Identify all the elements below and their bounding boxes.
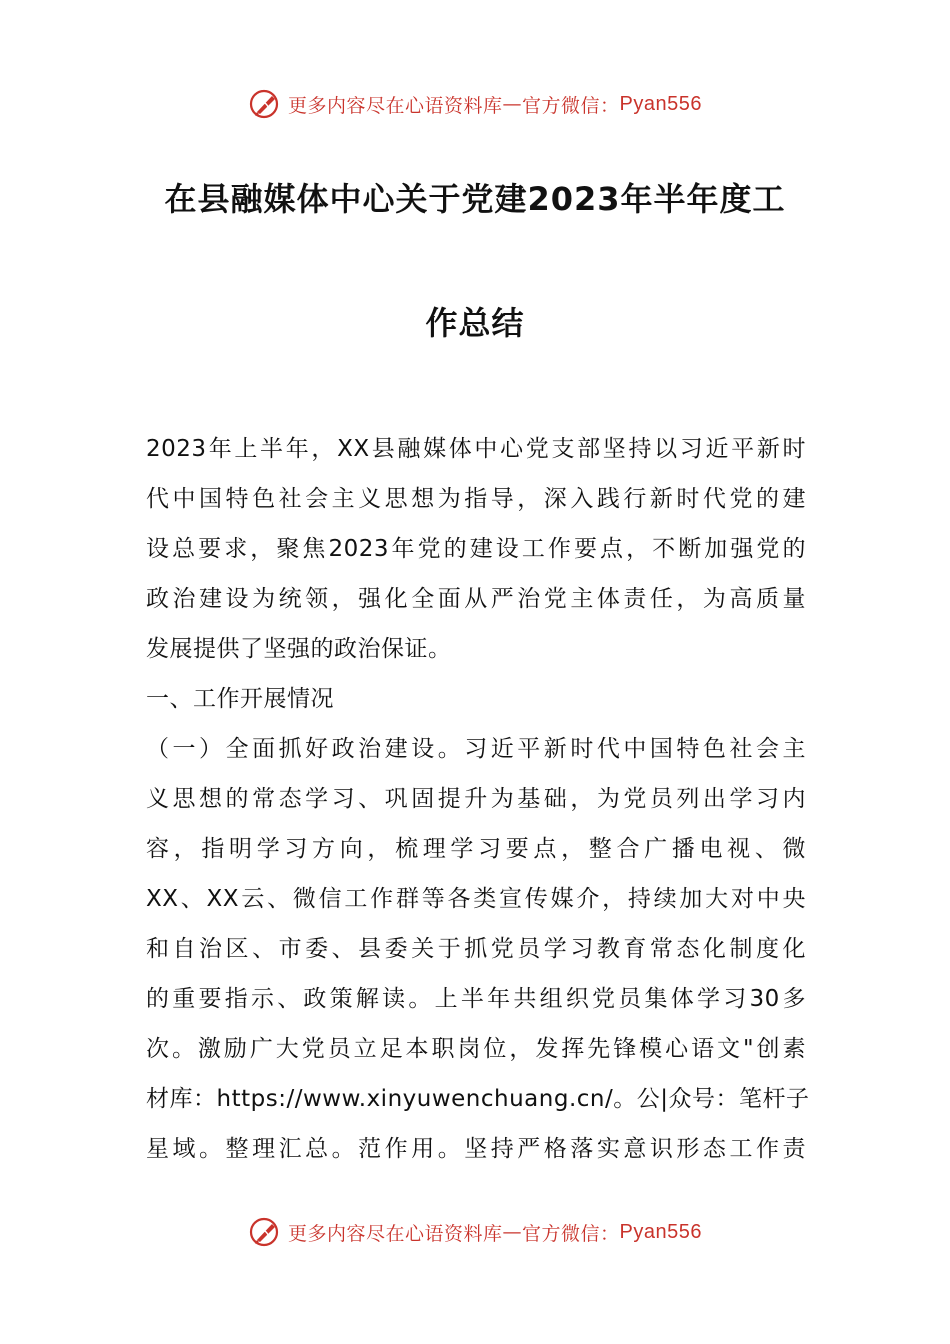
watermark-wechat-id: Pyan556 [619, 92, 702, 115]
body-line: 2023年上半年，XX县融媒体中心党支部坚持以习近平新时 [146, 436, 806, 462]
pen-logo-icon [248, 1215, 282, 1249]
watermark-prefix: 更多内容尽在心语资料库 [288, 94, 503, 117]
body-line: 政治建设为统领，强化全面从严治党主体责任，为高质量 [146, 586, 806, 612]
section-heading: 一、工作开展情况 [146, 686, 334, 712]
body-line: XX、XX云、微信工作群等各类宣传媒介，持续加大对中央 [146, 886, 806, 912]
body-line: 的重要指示、政策解读。上半年共组织党员集体学习30多 [146, 986, 806, 1012]
watermark-wechat-id: Pyan556 [619, 1220, 702, 1243]
body-line: 次。激励广大党员立足本职岗位，发挥先锋模心语文"创素 [146, 1036, 806, 1062]
body-line: 义思想的常态学习、巩固提升为基础，为党员列出学习内 [146, 786, 806, 812]
body-line: （一）全面抓好政治建设。习近平新时代中国特色社会主 [146, 736, 806, 762]
body-line: 和自治区、市委、县委关于抓党员学习教育常态化制度化 [146, 936, 806, 962]
watermark-dash: — [502, 1221, 523, 1243]
pen-logo-icon [248, 87, 282, 121]
body-line: 星域。整理汇总。范作用。坚持严格落实意识形态工作责 [146, 1136, 806, 1162]
footer-watermark [0, 1212, 950, 1252]
watermark-wechat-label: 官方微信： [522, 94, 620, 117]
header-watermark [0, 84, 950, 124]
body-line: 发展提供了坚强的政治保证。 [146, 636, 452, 662]
body-line: 代中国特色社会主义思想为指导，深入践行新时代党的建 [146, 486, 806, 512]
watermark-prefix: 更多内容尽在心语资料库 [288, 1222, 503, 1245]
watermark-dash: — [502, 93, 523, 115]
body-line: 设总要求，聚焦2023年党的建设工作要点，不断加强党的 [146, 536, 806, 562]
document-title-line-2: 作总结 [425, 304, 525, 342]
body-line: 材库：https://www.xinyuwenchuang.cn/。公|众号：笔杆子 [146, 1086, 810, 1112]
document-body [146, 424, 810, 1174]
watermark-wechat-label: 官方微信： [522, 1222, 620, 1245]
document-title-line-1: 在县融媒体中心关于党建2023年半年度工 [164, 180, 786, 218]
body-line: 容，指明学习方向，梳理学习要点，整合广播电视、微 [146, 836, 806, 862]
